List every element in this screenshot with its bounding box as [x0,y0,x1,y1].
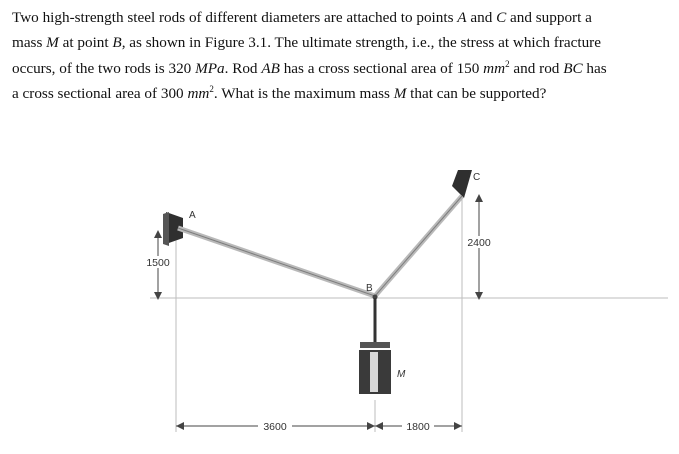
unit-mpa: MPa [195,59,225,77]
superscript: 2 [209,84,214,95]
rod-ab-edge [178,228,375,296]
text-span: has [582,59,607,77]
mass-symbol: M [393,85,407,103]
unit-mm: mm [483,59,506,77]
point-a-symbol: A [457,9,467,26]
text-span: at point [58,34,113,52]
unit-mm: mm [187,85,210,103]
dim-2400-label: 2400 [467,237,491,249]
label-c: C [473,172,481,183]
mass-highlight [370,352,378,392]
rod-ab-symbol: AB [261,59,280,77]
arrow-down-icon [475,292,483,300]
support-a-wall [163,212,169,246]
arrow-up-icon [154,230,162,238]
text-span: and [466,9,497,26]
dim-1800-label: 1800 [406,421,430,433]
point-b-symbol: B [112,34,122,52]
arrow-right-icon [454,422,462,430]
text-span: , as shown in Figure 3.1. The ultimate strength, i.e., the stress at which fracture [121,34,601,52]
arrow-down-icon [154,292,162,300]
superscript: 2 [505,58,510,69]
label-m: M [397,369,406,380]
rod-bc-edge [375,196,462,296]
label-b: B [366,283,373,294]
point-c-symbol: C [496,9,507,26]
text-span: that can be supported? [406,85,547,103]
dim-1500-label: 1500 [146,257,170,269]
mass-symbol: M [46,34,59,52]
text-span: and rod [509,59,564,77]
arrow-right-icon [367,422,375,430]
text-span: and support a [506,9,592,26]
arrow-up-icon [475,194,483,202]
label-a: A [189,210,196,221]
support-c [452,170,472,198]
rod-bc-symbol: BC [563,59,583,77]
text-span: Two high-strength steel rods of different diameters are attached to points [12,9,458,26]
mass-top-cap [360,342,390,348]
dim-3600-label: 3600 [263,421,287,433]
text-span: . Rod [224,59,262,77]
text-span: a cross sectional area of 300 [12,85,188,103]
text-span: . What is the maximum mass [213,85,394,103]
text-span: has a cross sectional area of 150 [279,59,484,77]
text-span: occurs, of the two rods is 320 [12,59,196,77]
text-span: mass [12,34,47,52]
arrow-left-icon [176,422,184,430]
arrow-left-icon [375,422,383,430]
